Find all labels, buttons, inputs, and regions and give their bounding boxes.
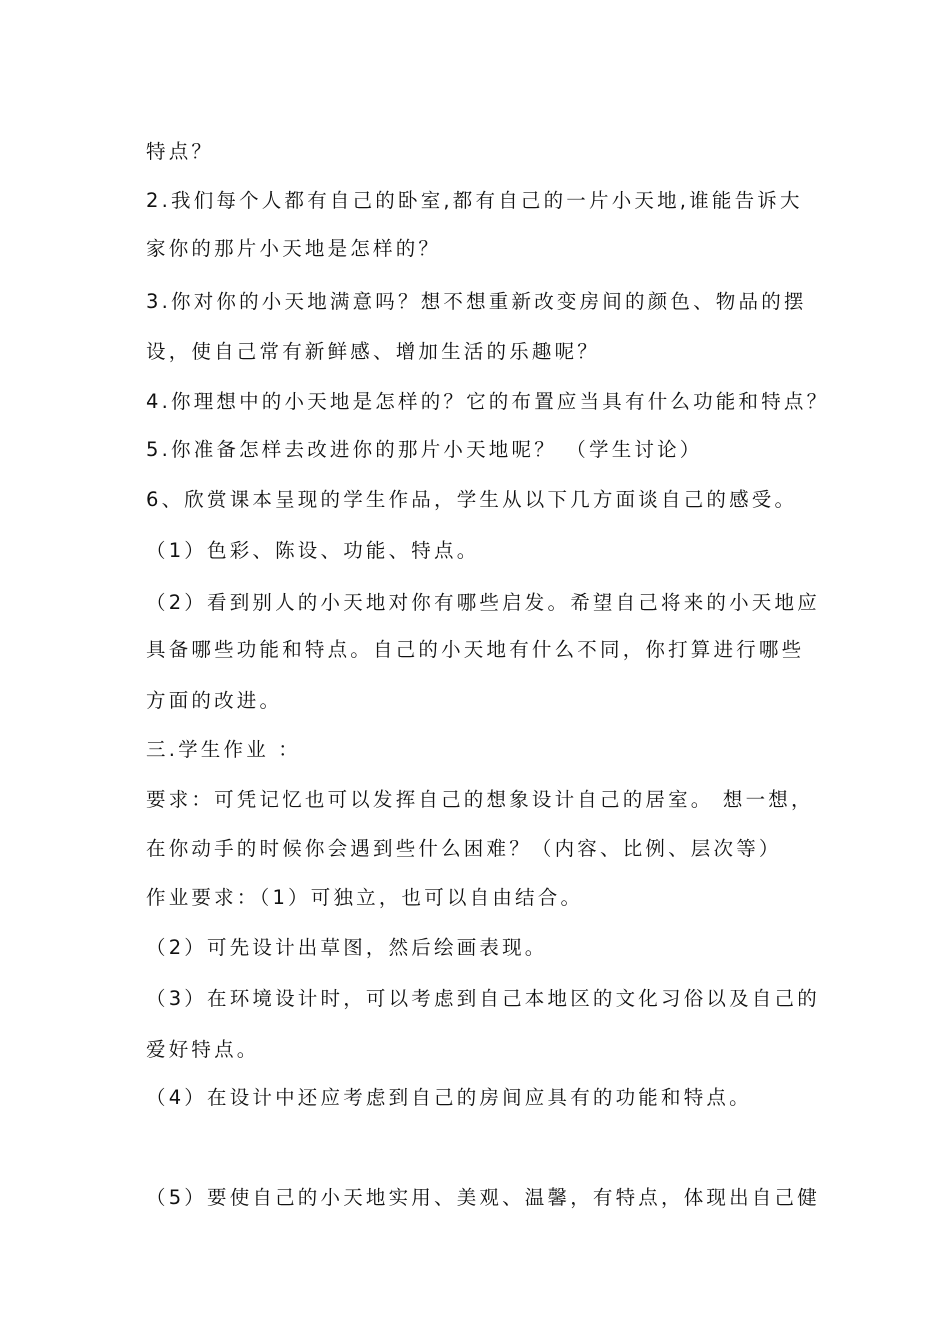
text-line-12: 方面的改进。 (146, 689, 283, 712)
text-line-6: 4.你理想中的小天地是怎样的？它的布置应当具有什么功能和特点？ (146, 390, 830, 413)
text-line-15: 在你动手的时候你会遇到些什么困难？（内容、比例、层次等） (146, 837, 782, 860)
text-line-13: 三.学生作业 ： (146, 738, 301, 761)
text-line-11: 具备哪些功能和特点。自己的小天地有什么不同，你打算进行哪些 (146, 638, 805, 661)
text-line-18: （3）在环境设计时，可以考虑到自己本地区的文化习俗以及自己的 (146, 987, 820, 1010)
text-line-3: 家你的那片小天地是怎样的？ (146, 237, 442, 260)
text-line-17: （2）可先设计出草图，然后绘画表现。 (146, 936, 548, 959)
text-line-4: 3.你对你的小天地满意吗？想不想重新改变房间的颜色、物品的摆 (146, 290, 807, 313)
text-line-9: （1）色彩、陈设、功能、特点。 (146, 539, 480, 562)
text-line-1: 特点？ (146, 140, 215, 163)
text-line-10: （2）看到别人的小天地对你有哪些启发。希望自己将来的小天地应 (146, 591, 820, 614)
text-line-5: 设，使自己常有新鲜感、增加生活的乐趣呢？ (146, 340, 601, 363)
text-line-8: 6、欣赏课本呈现的学生作品，学生从以下几方面谈自己的感受。 (146, 488, 798, 511)
text-line-16: 作业要求：（1）可独立，也可以自由结合。 (146, 886, 584, 909)
text-line-2: 2.我们每个人都有自己的卧室,都有自己的一片小天地,谁能告诉大 (146, 189, 803, 212)
text-line-20: （4）在设计中还应考虑到自己的房间应具有的功能和特点。 (146, 1086, 752, 1109)
text-line-21: （5）要使自己的小天地实用、美观、温馨，有特点，体现出自己健 (146, 1186, 820, 1209)
text-line-19: 爱好特点。 (146, 1038, 260, 1061)
text-line-7: 5.你准备怎样去改进你的那片小天地呢？ （学生讨论） (146, 438, 703, 461)
text-line-14: 要求：可凭记忆也可以发挥自己的想象设计自己的居室。 想一想， (146, 788, 814, 811)
